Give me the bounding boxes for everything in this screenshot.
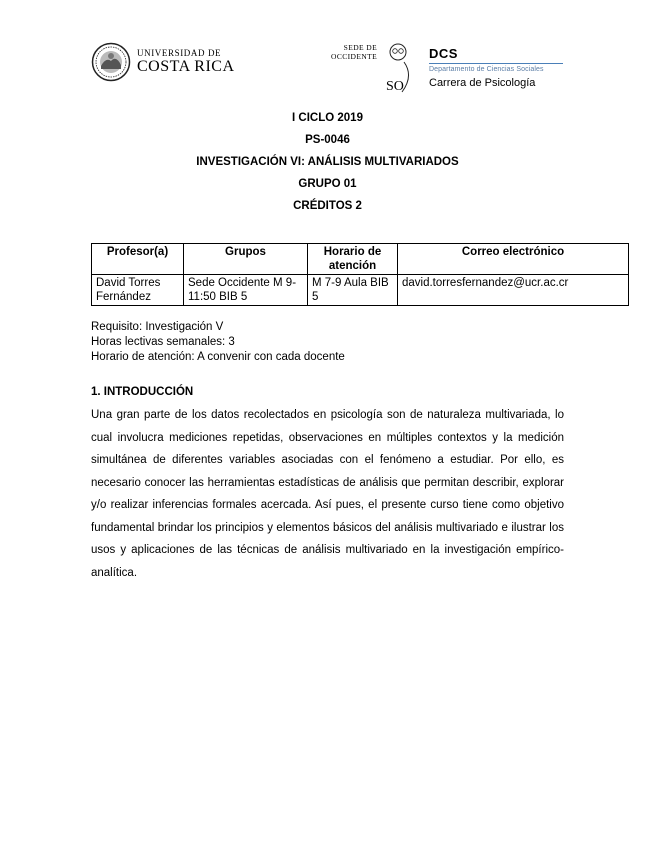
professor-table [91,243,629,306]
dcs-carrera: Carrera de Psicología [429,77,536,89]
header-groups: Grupos [184,244,308,275]
ucr-logo [91,42,235,82]
cell-groups: Sede Occidente M 9-11:50 BIB 5 [184,275,308,306]
intro-heading: 1. INTRODUCCIÓN [91,386,194,398]
header-schedule: Horario de atención [308,244,398,275]
cell-professor: David Torres Fernández [92,275,184,306]
requirement-text: Requisito: Investigación V [91,321,224,333]
hours-text: Horas lectivas semanales: 3 [91,336,235,348]
sede-line1: SEDE DE [343,43,378,52]
owl-icon [386,42,414,94]
header-professor: Profesor(a) [92,244,184,275]
attention-text: Horario de atención: A convenir con cada docente [91,351,345,363]
sede-occidente-logo [331,43,404,94]
ucr-name-line1: UNIVERSIDAD DE [137,48,222,58]
cell-email: david.torresfernandez@ucr.ac.cr [398,275,629,306]
course-name: INVESTIGACIÓN VI: ANÁLISIS MULTIVARIADOS [196,156,459,168]
cycle-title: I CICLO 2019 [292,112,363,124]
table-row [92,275,629,306]
credits-title: CRÉDITOS 2 [293,200,362,212]
document-header [0,40,655,100]
ucr-seal-icon [91,42,131,82]
dcs-title: DCS [429,46,458,61]
table-header-row [92,244,629,275]
so-mark: SO [386,79,404,94]
dcs-divider [429,63,563,64]
cell-schedule: M 7-9 Aula BIB 5 [308,275,398,306]
dcs-department: Departamento de Ciencias Sociales [429,66,544,73]
ucr-name-line2: COSTA RICA [137,58,235,75]
course-titles [0,111,655,221]
group-title: GRUPO 01 [298,178,357,190]
intro-paragraph: Una gran parte de los datos recolectados en psicología son de naturaleza multivariada, lo cual involucra mediciones repetidas, observaciones en múltiples contextos y la medición simultánea de diferentes variables asociadas con el fenómeno a estudiar. Por ello, es necesario conocer las herramientas estadísticas de análisis que permitan describir, explorar y/o realizar inferencias formales acercada. Así pues, el presente curso tiene como objetivo fundamental brindar los principios y elementos básicos del análisis multivariado e ilustrar los usos y aplicaciones de las técnicas de análisis multivariado en la investigación empírico-analítica. [91,409,564,579]
dcs-logo [429,46,563,89]
course-requirements [91,320,345,365]
header-email: Correo electrónico [398,244,629,275]
course-code: PS-0046 [305,134,350,146]
sede-line2: OCCIDENTE [331,51,378,61]
